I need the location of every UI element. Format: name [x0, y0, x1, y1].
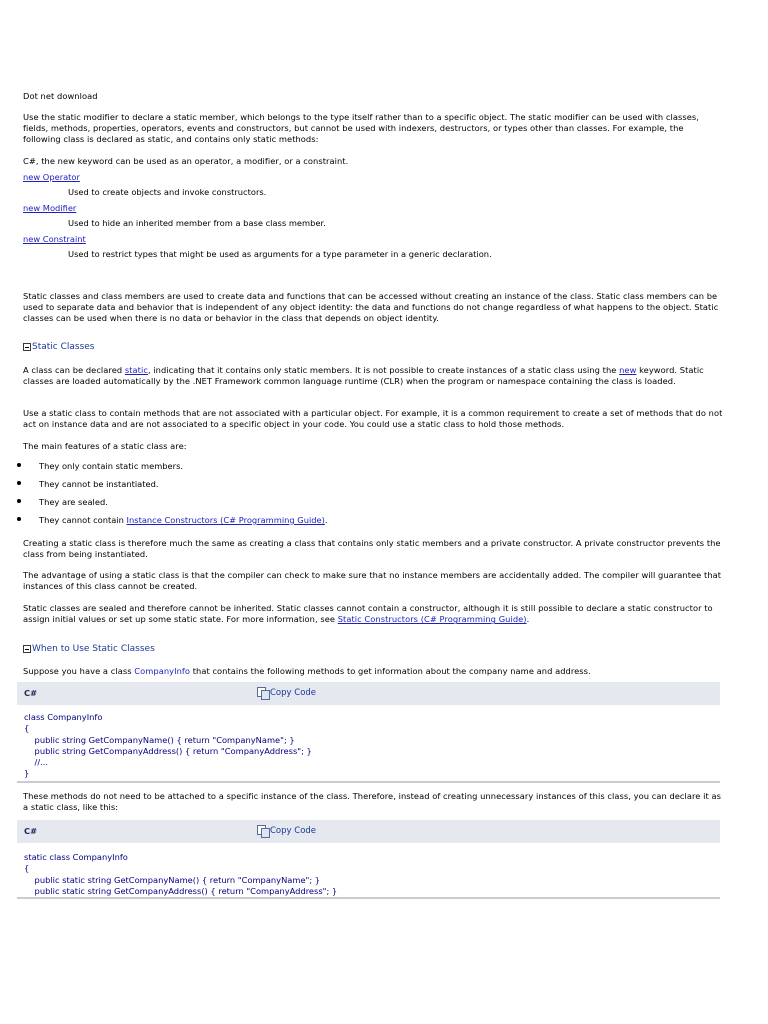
list-item: They are sealed.: [0, 496, 328, 514]
code-header: [17, 682, 720, 705]
static-link[interactable]: static: [124, 365, 148, 375]
when-to-use-p2: These methods do not need to be attached to a specific instance of the class. Therefore, instead of creating unnecessary instances of this class, you can declare it as a static class, like this:: [23, 791, 721, 813]
collapse-icon[interactable]: [23, 645, 31, 653]
code-block: [17, 709, 720, 783]
page-title: Dot net download: [23, 91, 98, 101]
code-text: static class CompanyInfo { public static string GetCompanyName() { return "CompanyName"; } public static string GetCompanyAddress() { return "CompanyAddress"; }: [24, 852, 338, 896]
new-operator-link[interactable]: new Operator: [23, 172, 80, 182]
copy-code-button[interactable]: Copy Code: [257, 825, 316, 836]
new-modifier-link[interactable]: new Modifier: [23, 203, 77, 213]
static-classes-p4: Creating a static class is therefore much the same as creating a class that contains only static members and a private constructor. A private constructor prevents the class from being instantiated.: [23, 538, 721, 560]
copy-code-button[interactable]: Copy Code: [257, 687, 316, 698]
list-item: They cannot be instantiated.: [0, 478, 328, 496]
new-operator-desc: Used to create objects and invoke constructors.: [68, 187, 267, 197]
static-classes-p5: The advantage of using a static class is that the compiler can check to make sure that no instance members are accidentally added. The compiler will guarantee that instances of this class cannot be created.: [23, 570, 722, 592]
static-classes-p2: Use a static class to contain methods that are not associated with a particular object. For example, it is a common requirement to create a set of methods that do not act on instance data and are not associated to a specific object in your code. You could use a static class to hold those methods.: [23, 408, 723, 430]
new-modifier-desc: Used to hide an inherited member from a base class member.: [68, 218, 326, 228]
static-classes-p3: The main features of a static class are:: [23, 441, 187, 451]
section-when-to-use[interactable]: [23, 644, 155, 654]
features-list: [0, 460, 328, 532]
section-heading: Static Classes: [32, 342, 95, 352]
new-keyword-line: C#, the new keyword can be used as an operator, a modifier, or a constraint.: [23, 156, 349, 166]
static-intro-paragraph: Static classes and class members are used to create data and functions that can be accessed without creating an instance of the class. Static class members can be used to separate data and behavior that is independent of any object identity: the data and functions do not change regardless of what happens to the object. Static classes can be used when there is no data or behavior in the class that depends on object identity.: [23, 291, 719, 324]
section-static-classes[interactable]: [23, 342, 95, 352]
bullet-icon: [17, 499, 21, 503]
static-classes-p1: A class can be declared static, indicating that it contains only static members. It is not possible to create instances of a static class using the new keyword. Static classes are loaded automatically by the .NET Framework common language runtime (CLR) when the program or namespace containing the class is loaded.: [23, 365, 704, 387]
code-block: [17, 847, 720, 899]
code-text: class CompanyInfo { public string GetCompanyName() { return "CompanyName"; } public string GetCompanyAddress() { return "CompanyAddress"; } //... }: [24, 712, 312, 779]
code-language-label: C#: [24, 688, 38, 698]
new-link[interactable]: new: [619, 365, 637, 375]
intro-paragraph: Use the static modifier to declare a static member, which belongs to the type itself rather than to a specific object. The static modifier can be used with classes, fields, methods, properties, operators, events and constructors, but cannot be used with indexers, destructors, or types other than classes. For example, the following class is declared as static, and contains only static methods:: [23, 112, 699, 145]
inline-code: CompanyInfo: [134, 666, 191, 676]
bullet-icon: [17, 481, 21, 485]
static-constructors-link[interactable]: Static Constructors (C# Programming Guide): [337, 614, 527, 625]
list-item: They cannot contain Instance Constructors (C# Programming Guide).: [0, 514, 328, 532]
new-constraint-link[interactable]: new Constraint: [23, 234, 86, 244]
copy-icon: [257, 825, 269, 836]
section-heading: When to Use Static Classes: [32, 644, 155, 654]
new-constraint-desc: Used to restrict types that might be used as arguments for a type parameter in a generic declaration.: [68, 249, 492, 259]
code-header: [17, 820, 720, 843]
instance-constructors-link[interactable]: Instance Constructors (C# Programming Guide): [126, 515, 325, 525]
bullet-icon: [17, 517, 21, 521]
copy-icon: [257, 687, 269, 698]
bullet-icon: [17, 463, 21, 467]
list-item: They only contain static members.: [0, 460, 328, 478]
code-language-label: C#: [24, 826, 38, 836]
collapse-icon[interactable]: [23, 343, 31, 351]
when-to-use-p1: Suppose you have a class CompanyInfo that contains the following methods to get information about the company name and address.: [23, 666, 591, 676]
static-classes-p6: Static classes are sealed and therefore cannot be inherited. Static classes cannot contain a constructor, although it is still possible to declare a static constructor to assign initial values or set up some static state. For more information, see Static Constructors (C# Programming Guide).: [23, 603, 713, 625]
